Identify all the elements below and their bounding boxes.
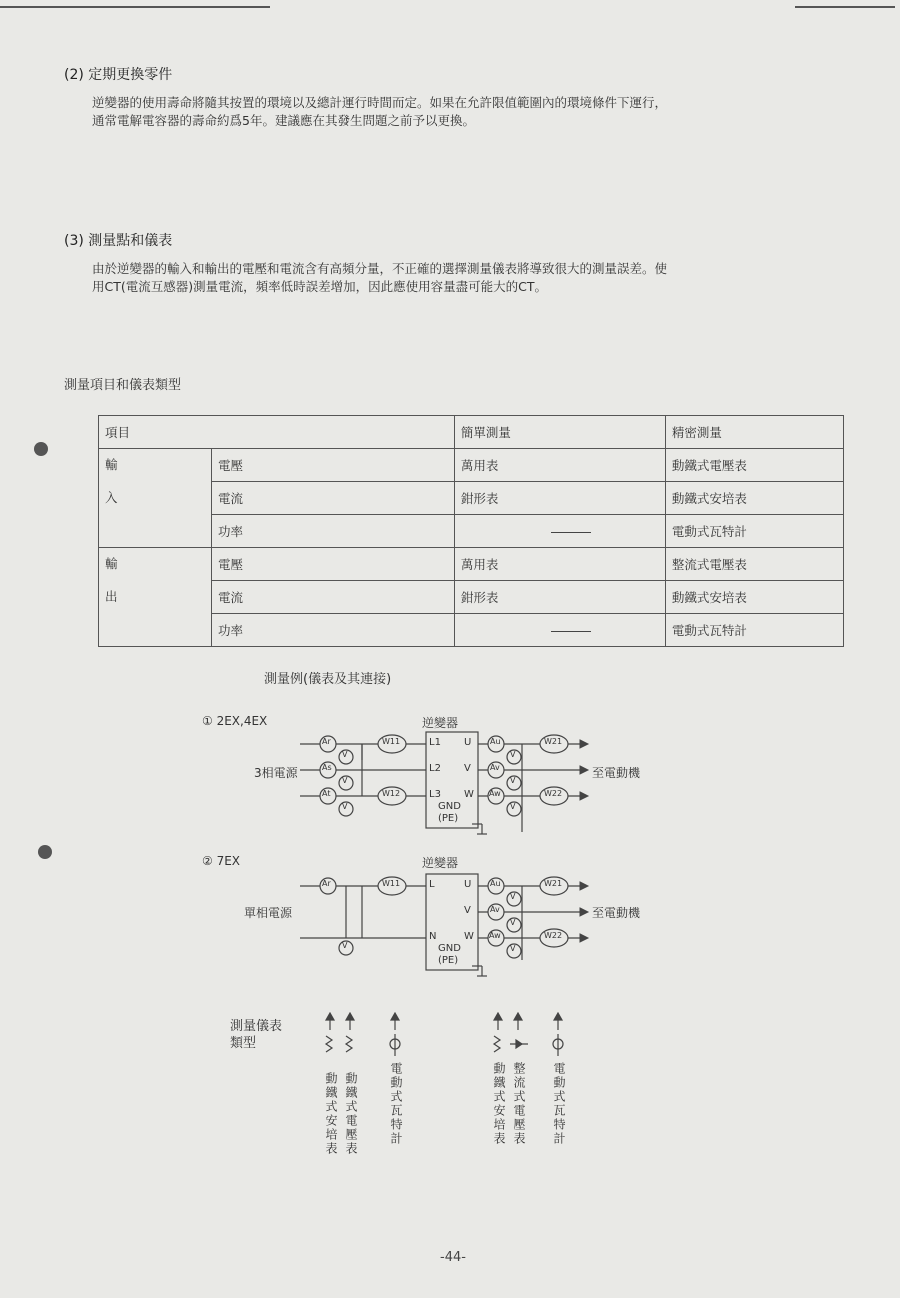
top-rule-left: [0, 6, 270, 8]
diag1-meter-vo2: V: [510, 776, 516, 785]
diag2-pe: (PE): [438, 955, 459, 966]
diag2-wattmeter-w21: W21: [544, 879, 563, 888]
diag2-meter-av: Av: [490, 905, 500, 914]
diag1-meter-at: At: [322, 789, 331, 798]
diag1-meter-v1: V: [342, 750, 348, 759]
table-header-row: [99, 416, 844, 449]
table-caption: 測量項目和儀表類型: [64, 378, 182, 393]
diag1-meter-v2: V: [342, 776, 348, 785]
row-item: 電壓: [212, 548, 455, 581]
type-right-2: 整流式電壓表: [512, 1062, 526, 1146]
diag1-meter-vo3: V: [510, 802, 516, 811]
table-row: [99, 548, 844, 581]
output-group-label: 輸 出: [99, 548, 212, 647]
section2-line-2: 通常電解電容器的壽命約爲5年。建議應在其發生問題之前予以更換。: [92, 113, 475, 128]
diag2-terminal-v: V: [464, 905, 471, 916]
row-item: 電流: [212, 482, 455, 515]
type-right-1: 動鐵式安培表: [492, 1062, 506, 1146]
row-simple: 鉗形表: [454, 581, 665, 614]
diag2-wattmeter-w22: W22: [544, 931, 563, 940]
row-precise: 動鐵式安培表: [665, 581, 843, 614]
diag2-terminal-u: U: [464, 879, 472, 890]
section2-paragraph: [92, 94, 812, 130]
diag1-meter-vo1: V: [510, 750, 516, 759]
diag1-meter-au: Au: [490, 737, 501, 746]
page-number: -44-: [440, 1250, 466, 1265]
section3-line-1: 由於逆變器的輸入和輸出的電壓和電流含有高頻分量，不正確的選擇測量儀表將導致很大的測量誤差。使: [92, 261, 668, 276]
row-item: 功率: [212, 614, 455, 647]
diag1-meter-aw: Aw: [489, 789, 501, 798]
diag2-meter-vo3: V: [510, 944, 516, 953]
row-item: 電流: [212, 581, 455, 614]
diagram1-source-label: 3相電源: [254, 766, 298, 780]
diag2-wattmeter-w11: W11: [382, 879, 401, 888]
row-precise: 整流式電壓表: [665, 548, 843, 581]
section2-line-1: 逆變器的使用壽命將隨其按置的環境以及總計運行時間而定。如果在允許限值範圍內的環境條件下運行，: [92, 95, 668, 110]
section3-paragraph: [92, 260, 812, 296]
measurement-table: [98, 415, 844, 647]
diag2-meter-vo2: V: [510, 918, 516, 927]
meter-types-arrows: [230, 1012, 630, 1072]
diag2-terminal-w: W: [464, 931, 474, 942]
diag1-wattmeter-w11: W11: [382, 737, 401, 746]
diag1-terminal-l3: L3: [429, 789, 441, 800]
diag2-meter-au: Au: [490, 879, 501, 888]
type-left-3: 電動式瓦特計: [389, 1062, 403, 1146]
diagram2-label: ② 7EX: [202, 854, 241, 868]
diag1-gnd: GND: [438, 801, 461, 812]
top-rule-right: [795, 6, 895, 8]
type-left-2: 動鐵式電壓表: [344, 1072, 358, 1156]
row-simple-dash: [454, 614, 665, 647]
diag2-meter-ar: Ar: [322, 879, 331, 888]
diag1-wattmeter-w22: W22: [544, 789, 563, 798]
diagram2-source-label: 單相電源: [244, 906, 293, 920]
row-precise: 電動式瓦特計: [665, 614, 843, 647]
diag2-gnd: GND: [438, 943, 461, 954]
type-left-1: 動鐵式安培表: [324, 1072, 338, 1156]
type-right-3: 電動式瓦特計: [552, 1062, 566, 1146]
binder-hole-1: [34, 442, 48, 456]
row-item: 電壓: [212, 449, 455, 482]
diag1-terminal-v: V: [464, 763, 471, 774]
meter-types-block: [230, 1012, 630, 1192]
example-caption: 測量例(儀表及其連接): [264, 672, 392, 687]
header-item: 項目: [99, 416, 455, 449]
diag2-meter-vo1: V: [510, 892, 516, 901]
diag2-terminal-n: N: [429, 931, 437, 942]
row-simple-dash: [454, 515, 665, 548]
diag1-meter-av: Av: [490, 763, 500, 772]
diag1-wattmeter-w12: W12: [382, 789, 401, 798]
diag1-terminal-l1: L1: [429, 737, 441, 748]
header-simple: 簡單測量: [454, 416, 665, 449]
wiring-diagram-3phase: [200, 712, 700, 837]
diag1-meter-v3: V: [342, 802, 348, 811]
meter-types-label: 測量儀表 類型: [230, 1019, 283, 1051]
diag1-wattmeter-w21: W21: [544, 737, 563, 746]
diagram1-inverter-label: 逆變器: [422, 716, 459, 730]
dash-mark: [551, 631, 591, 632]
row-precise: 動鐵式電壓表: [665, 449, 843, 482]
section3-line-2: 用CT(電流互感器)測量電流，頻率低時誤差增加，因此應使用容量盡可能大的CT。: [92, 279, 547, 294]
section3-title: (3) 測量點和儀表: [64, 233, 173, 249]
diag1-meter-as: As: [322, 763, 332, 772]
row-precise: 動鐵式安培表: [665, 482, 843, 515]
dash-mark: [551, 532, 591, 533]
row-simple: 萬用表: [454, 548, 665, 581]
row-simple: 萬用表: [454, 449, 665, 482]
diag1-meter-ar: Ar: [322, 737, 331, 746]
diag2-terminal-l: L: [429, 879, 435, 890]
input-group-label: 輸 入: [99, 449, 212, 548]
header-precise: 精密測量: [665, 416, 843, 449]
diagram1-motor-label: 至電動機: [592, 766, 641, 780]
diag2-meter-v: V: [342, 941, 348, 950]
diagram2-inverter-label: 逆變器: [422, 856, 459, 870]
diag2-meter-aw: Aw: [489, 931, 501, 940]
wiring-diagram-1phase: [200, 852, 700, 980]
diag1-terminal-u: U: [464, 737, 472, 748]
diag1-pe: (PE): [438, 813, 459, 824]
diag1-terminal-w: W: [464, 789, 474, 800]
diag1-terminal-l2: L2: [429, 763, 441, 774]
row-precise: 電動式瓦特計: [665, 515, 843, 548]
row-simple: 鉗形表: [454, 482, 665, 515]
table-row: [99, 449, 844, 482]
diagram1-label: ① 2EX,4EX: [202, 714, 268, 728]
diagram2-motor-label: 至電動機: [592, 906, 641, 920]
binder-hole-2: [38, 845, 52, 859]
section2-title: (2) 定期更換零件: [64, 67, 173, 83]
row-item: 功率: [212, 515, 455, 548]
